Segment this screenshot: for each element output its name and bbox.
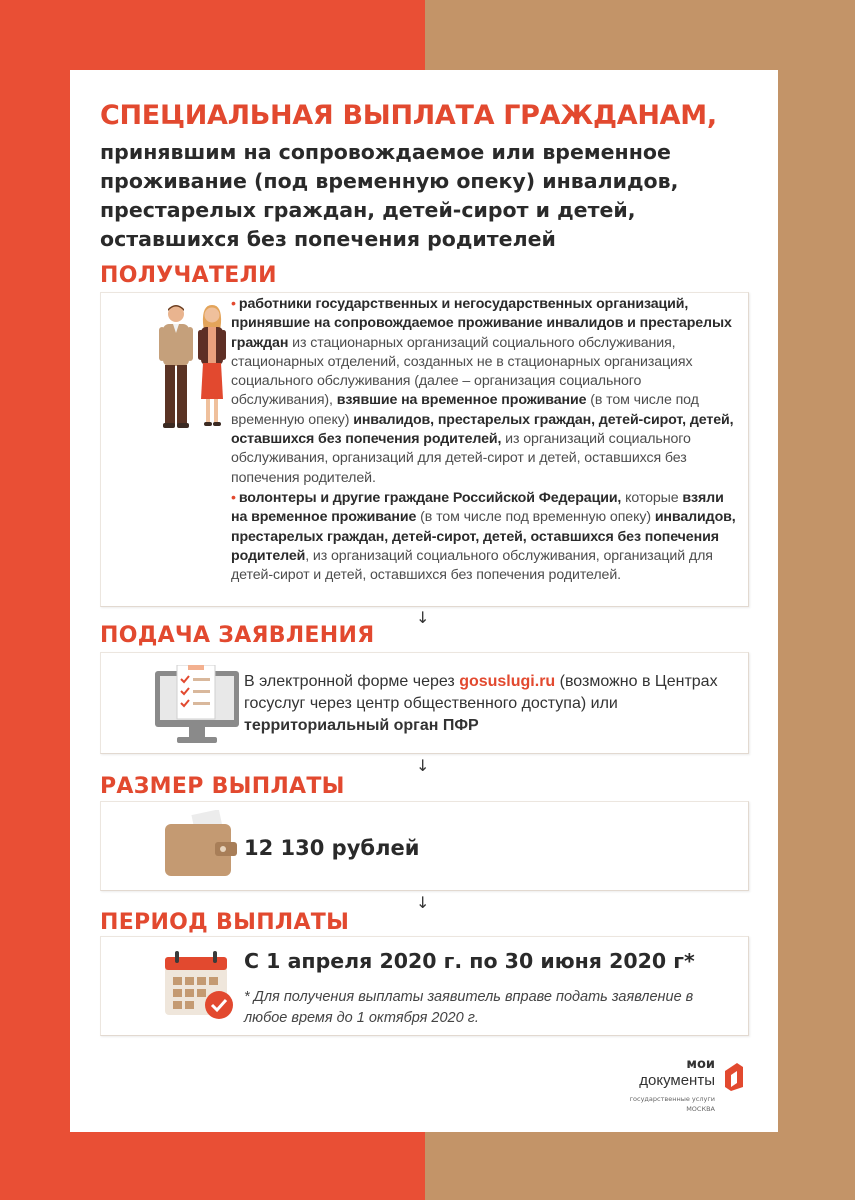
period-box xyxy=(100,936,749,1036)
period-dates: С 1 апреля 2020 г. по 30 июня 2020 г* xyxy=(244,949,695,973)
logo-line-1: мои xyxy=(686,1057,715,1072)
bullet-icon: • xyxy=(231,490,236,506)
application-text-a: В электронной форме через xyxy=(244,673,460,690)
recipient-2-text-c: , из организаций социального обслуживания, организаций для детей-сирот и детей, оставшихся без попечения родителей. xyxy=(231,547,713,584)
couple-illustration xyxy=(151,301,241,436)
poster-subtitle: принявшим на сопровождаемое или временное проживание (под временную опеку) инвалидов, престарелых граждан, детей-сирот и детей, оставшихся без попечения родителей xyxy=(100,140,679,251)
recipient-1-text-b: (в том числе под временную опеку) xyxy=(231,392,699,428)
logo-mark-icon xyxy=(721,1061,747,1091)
poster-sheet xyxy=(70,70,778,1132)
logo-line-2: документы xyxy=(639,1072,715,1089)
recipient-2-bold-b: взяли на временное проживание xyxy=(231,490,724,526)
recipient-2-bold-c: инвалидов, престарелых граждан, детей-сирот, детей, оставшихся без попечения родителей xyxy=(231,509,736,564)
wallet-icon xyxy=(163,810,243,880)
moi-dokumenty-logo xyxy=(629,1055,755,1115)
application-box xyxy=(100,652,749,754)
application-heading: ПОДАЧА ЗАЯВЛЕНИЯ xyxy=(100,623,375,648)
amount-value: 12 130 рублей xyxy=(244,836,420,860)
arrow-down-icon: ↓ xyxy=(416,756,430,775)
calendar-check-icon xyxy=(161,947,241,1027)
arrow-down-icon: ↓ xyxy=(416,893,430,912)
period-note: * Для получения выплаты заявитель вправе подать заявление в любое время до 1 октября 2020 г. xyxy=(244,989,694,1026)
application-text-b: (возможно в Центрах госуслуг через центр общественного доступа) или xyxy=(244,673,718,712)
amount-heading: РАЗМЕР ВЫПЛАТЫ xyxy=(100,774,345,799)
amount-box xyxy=(100,801,749,891)
recipient-1-bold-b: взявшие на временное проживание xyxy=(336,392,587,409)
logo-line-4: МОСКВА xyxy=(686,1105,715,1113)
recipient-1-bold-c: инвалидов, престарелых граждан, детей-сирот, детей, оставшихся без попечения родителей, xyxy=(231,411,734,448)
period-heading: ПЕРИОД ВЫПЛАТЫ xyxy=(100,910,350,935)
poster-title: СПЕЦИАЛЬНАЯ ВЫПЛАТА ГРАЖДАНАМ, xyxy=(100,100,717,131)
recipient-1-text-a: из стационарных организаций социального обслуживания, стационарных отделений, созданных не в стационарных организациях социального обслуживания (далее – организация социального обслуживания), xyxy=(231,334,693,409)
logo-line-3: государственные услуги xyxy=(629,1095,715,1103)
recipient-1-text-c: из организаций социального обслуживания, организаций для детей-сирот и детей, оставшихся без попечения родителей. xyxy=(231,431,691,486)
bullet-icon: • xyxy=(231,296,236,312)
recipients-box xyxy=(100,292,749,607)
application-text xyxy=(244,671,739,737)
recipient-2-text-a: которые xyxy=(621,490,683,506)
recipient-1-bold-a: работники государственных и негосударственных организаций, принявшие на сопровождаемое проживание инвалидов и престарелых граждан xyxy=(231,296,732,351)
monitor-form-icon xyxy=(153,665,241,747)
recipient-item-volunteers xyxy=(231,489,741,585)
application-text-bold: территориальный орган ПФР xyxy=(244,717,479,734)
recipient-2-bold-a: волонтеры и другие граждане Российской Федерации, xyxy=(238,490,622,506)
recipient-item-employees xyxy=(231,295,741,488)
arrow-down-icon: ↓ xyxy=(416,608,430,627)
gosuslugi-link[interactable]: gosuslugi.ru xyxy=(459,673,556,690)
recipient-2-text-b: (в том числе под временную опеку) xyxy=(416,509,655,526)
recipients-heading: ПОЛУЧАТЕЛИ xyxy=(100,263,277,288)
